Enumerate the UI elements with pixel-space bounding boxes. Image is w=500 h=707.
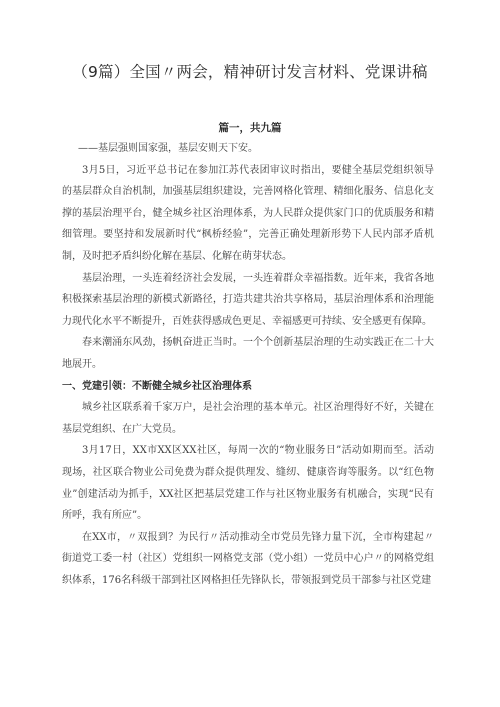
paragraph: 基层治理，一头连着经济社会发展，一头连着群众幸福指数。近年来，我省各地积极探索基层治理的新模式新路径，打造共建共治共享格局，基层治理体系和治理能力现代化水平不断提升，百姓获得感成色更足、幸福感更可持续、安全感更有保障。 — [62, 272, 434, 327]
subtitle-quote: ——基层强则国家强，基层安则天下安。 — [78, 143, 258, 154]
paragraph: 春来潮涌东风劲，扬帆奋进正当时。一个个创新基层治理的生动实践正在二十大地展开。 — [62, 337, 434, 370]
paragraph: 城乡社区联系着千家万户，是社会治理的基本单元。社区治理得好不好，关键在基层党组织、在广大党员。 — [62, 402, 434, 435]
paragraph: 3月17日，XX市XX区XX社区，每周一次的“物业服务日”活动如期而至。活动现场，社区联合物业公司免费为群众提供理发、缝纫、健康咨询等服务。以“红色物业”创建活动为抓手，XX社区把基层党建工作与社区物业服务有机融合，实现“民有所呼，我有所应”。 — [62, 445, 434, 522]
section-heading: 篇一，共九篇 — [218, 122, 282, 134]
paragraph: 在XX市，〃双报到？为民行〃活动推动全市党员先锋力量下沉，全市构建起〃街道党工委一村（社区）党组织一网格党支部（党小组）一党员中心户〃的网格党组织体系，176名科级干部到社区网格担任先锋队长，带领报到党员干部参与社区党建 — [62, 531, 434, 586]
paragraph: 3月5日，习近平总书记在参加江苏代表团审议时指出，要健全基层党组织领导的基层群众自治机制，加强基层组织建设，完善网格化管理、精细化服务、信息化支撑的基层治理平台，健全城乡社区治理体系，为人民群众提供家门口的优质服务和精细管理。要坚持和发展新时代“枫桥经验”，完善正确处理新形势下人民内部矛盾机制，及时把矛盾纠纷化解在基层、化解在萌芽状态。 — [62, 164, 434, 262]
document-title: （9篇）全国〃两会，精神研讨发言材料、党课讲稿 — [72, 63, 428, 81]
document-body — [62, 138, 434, 591]
heading-party-leadership: 一、党建引领：不断健全城乡社区治理体系 — [62, 380, 252, 392]
